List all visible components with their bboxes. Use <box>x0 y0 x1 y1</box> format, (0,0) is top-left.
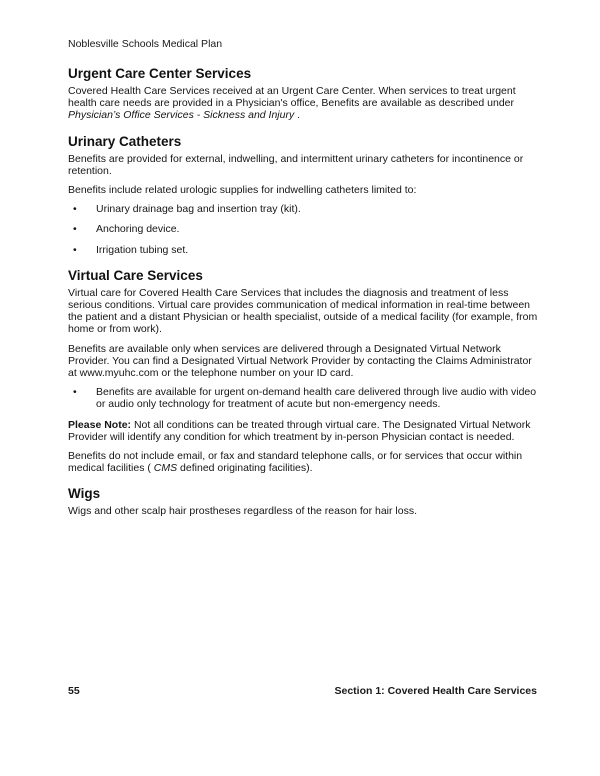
text-run: Benefits are provided for external, indwelling, and intermittent urinary catheters for incontinence or retention. <box>68 152 524 177</box>
page-footer <box>68 685 537 697</box>
bullet-text <box>96 223 538 235</box>
text-run: Benefits are available only when services are delivered through a Designated Virtual Network Provider. You can find a Designated Virtual Network Provider by contacting the Claims Administrator at www.myuhc.com or the telephone number on your ID card. <box>68 342 532 380</box>
paragraph-urinary-catheters-intro <box>68 153 538 177</box>
bullet-icon: • <box>73 386 77 399</box>
text-run: Virtual care for Covered Health Care Services that includes the diagnosis and treatment of less serious conditions. Virtual care provides communication of medical information in real-time between the patient and a distant Physician or health specialist, outside of a medical facility (for example, from home or from work). <box>68 286 538 336</box>
text-run: Anchoring device. <box>96 223 180 236</box>
bullet-text <box>96 386 538 410</box>
section-heading-virtual-care-services: Virtual Care Services <box>68 267 203 283</box>
paragraph-wigs <box>68 505 538 517</box>
bullet-icon: • <box>73 243 77 256</box>
text-run: Urinary drainage bag and insertion tray (kit). <box>96 203 301 216</box>
bullet-item-drainage-bag <box>68 203 538 215</box>
text-run: Not all conditions can be treated through virtual care. The Designated Virtual Network Provider will identify any condition for which treatment by in-person Physician contact is needed. <box>68 418 531 443</box>
page-header-title: Noblesville Schools Medical Plan <box>68 38 223 50</box>
text-run: Benefits include related urologic supplies for indwelling catheters limited to: <box>68 184 417 197</box>
text-run: . <box>297 109 301 122</box>
text-run: Wigs and other scalp hair prostheses regardless of the reason for hair loss. <box>68 505 418 518</box>
text-run: defined originating facilities). <box>180 462 313 475</box>
paragraph-virtual-care-please-note <box>68 419 538 443</box>
text-run: Irrigation tubing set. <box>96 243 189 256</box>
section-heading-urgent-care-center-services: Urgent Care Center Services <box>68 66 252 81</box>
page-header <box>68 38 537 50</box>
text-run: Covered Health Care Services received at an Urgent Care Center. When services to treat urgent health care needs are provided in a Physician's office, Benefits are available as described under <box>68 85 516 110</box>
paragraph-urinary-catheters-supplies <box>68 184 538 196</box>
paragraph-virtual-care-exclusions <box>68 450 538 474</box>
bullet-item-anchoring-device <box>68 223 538 235</box>
footer-page-number: 55 <box>68 685 80 697</box>
text-run: Benefits do not include email, or fax and standard telephone calls, or for services that occur within medical facilities ( <box>68 450 523 475</box>
bullet-item-irrigation-tubing <box>68 244 538 256</box>
bullet-icon: • <box>73 223 77 236</box>
text-run: Please Note: <box>68 418 132 431</box>
section-heading-wigs: Wigs <box>68 486 101 502</box>
text-run: CMS <box>153 462 178 475</box>
bullet-text <box>96 203 538 215</box>
bullet-icon: • <box>73 203 77 216</box>
paragraph-virtual-care-intro <box>68 287 538 336</box>
text-run: Benefits are available for urgent on-demand health care delivered through live audio with video or audio only technology for treatment of acute but non-emergency needs. <box>96 386 537 411</box>
bullet-text <box>96 244 538 256</box>
text-run: Physician’s Office Services - Sickness and Injury <box>68 109 295 122</box>
paragraph-virtual-care-network-provider <box>68 343 538 380</box>
page-content <box>68 54 538 525</box>
paragraph-urgent-care-intro <box>68 85 538 122</box>
footer-section-title: Section 1: Covered Health Care Services <box>334 685 537 697</box>
bullet-item-on-demand-care <box>68 386 538 410</box>
section-heading-urinary-catheters: Urinary Catheters <box>68 133 182 149</box>
